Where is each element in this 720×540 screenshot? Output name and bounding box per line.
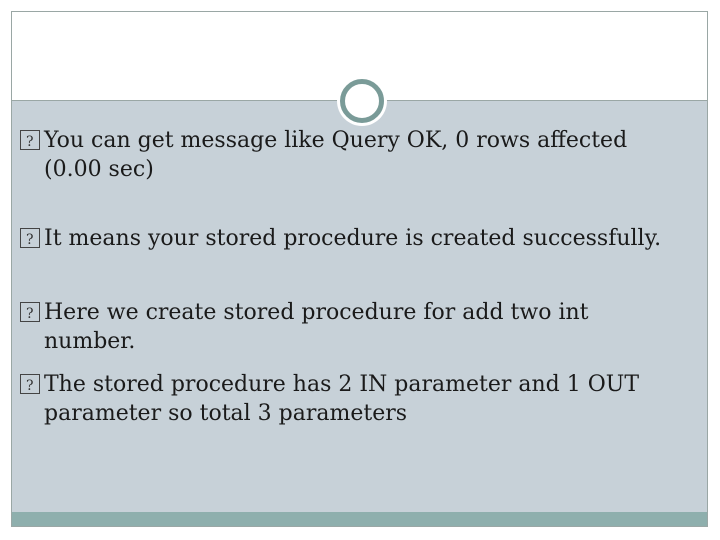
bullet-item [20, 298, 684, 356]
missing-glyph-bullet-icon [20, 302, 40, 322]
bullet-item [20, 370, 684, 428]
missing-glyph-bullet-icon [20, 130, 40, 150]
missing-glyph-bullet-icon [20, 374, 40, 394]
bullet-text: It means your stored procedure is created successfully. [44, 226, 662, 251]
circle-ornament-icon [340, 79, 384, 123]
bullet-text: You can get message like Query OK, 0 rows affected (0.00 sec) [44, 128, 628, 182]
bullet-item [20, 224, 684, 253]
footer-bar [12, 512, 707, 526]
slide [11, 11, 708, 527]
missing-glyph-bullet-icon [20, 228, 40, 248]
bullet-text: The stored procedure has 2 IN parameter and 1 OUT parameter so total 3 parameters [44, 372, 639, 426]
bullet-text: Here we create stored procedure for add two int number. [44, 300, 589, 354]
bullet-item [20, 126, 684, 184]
